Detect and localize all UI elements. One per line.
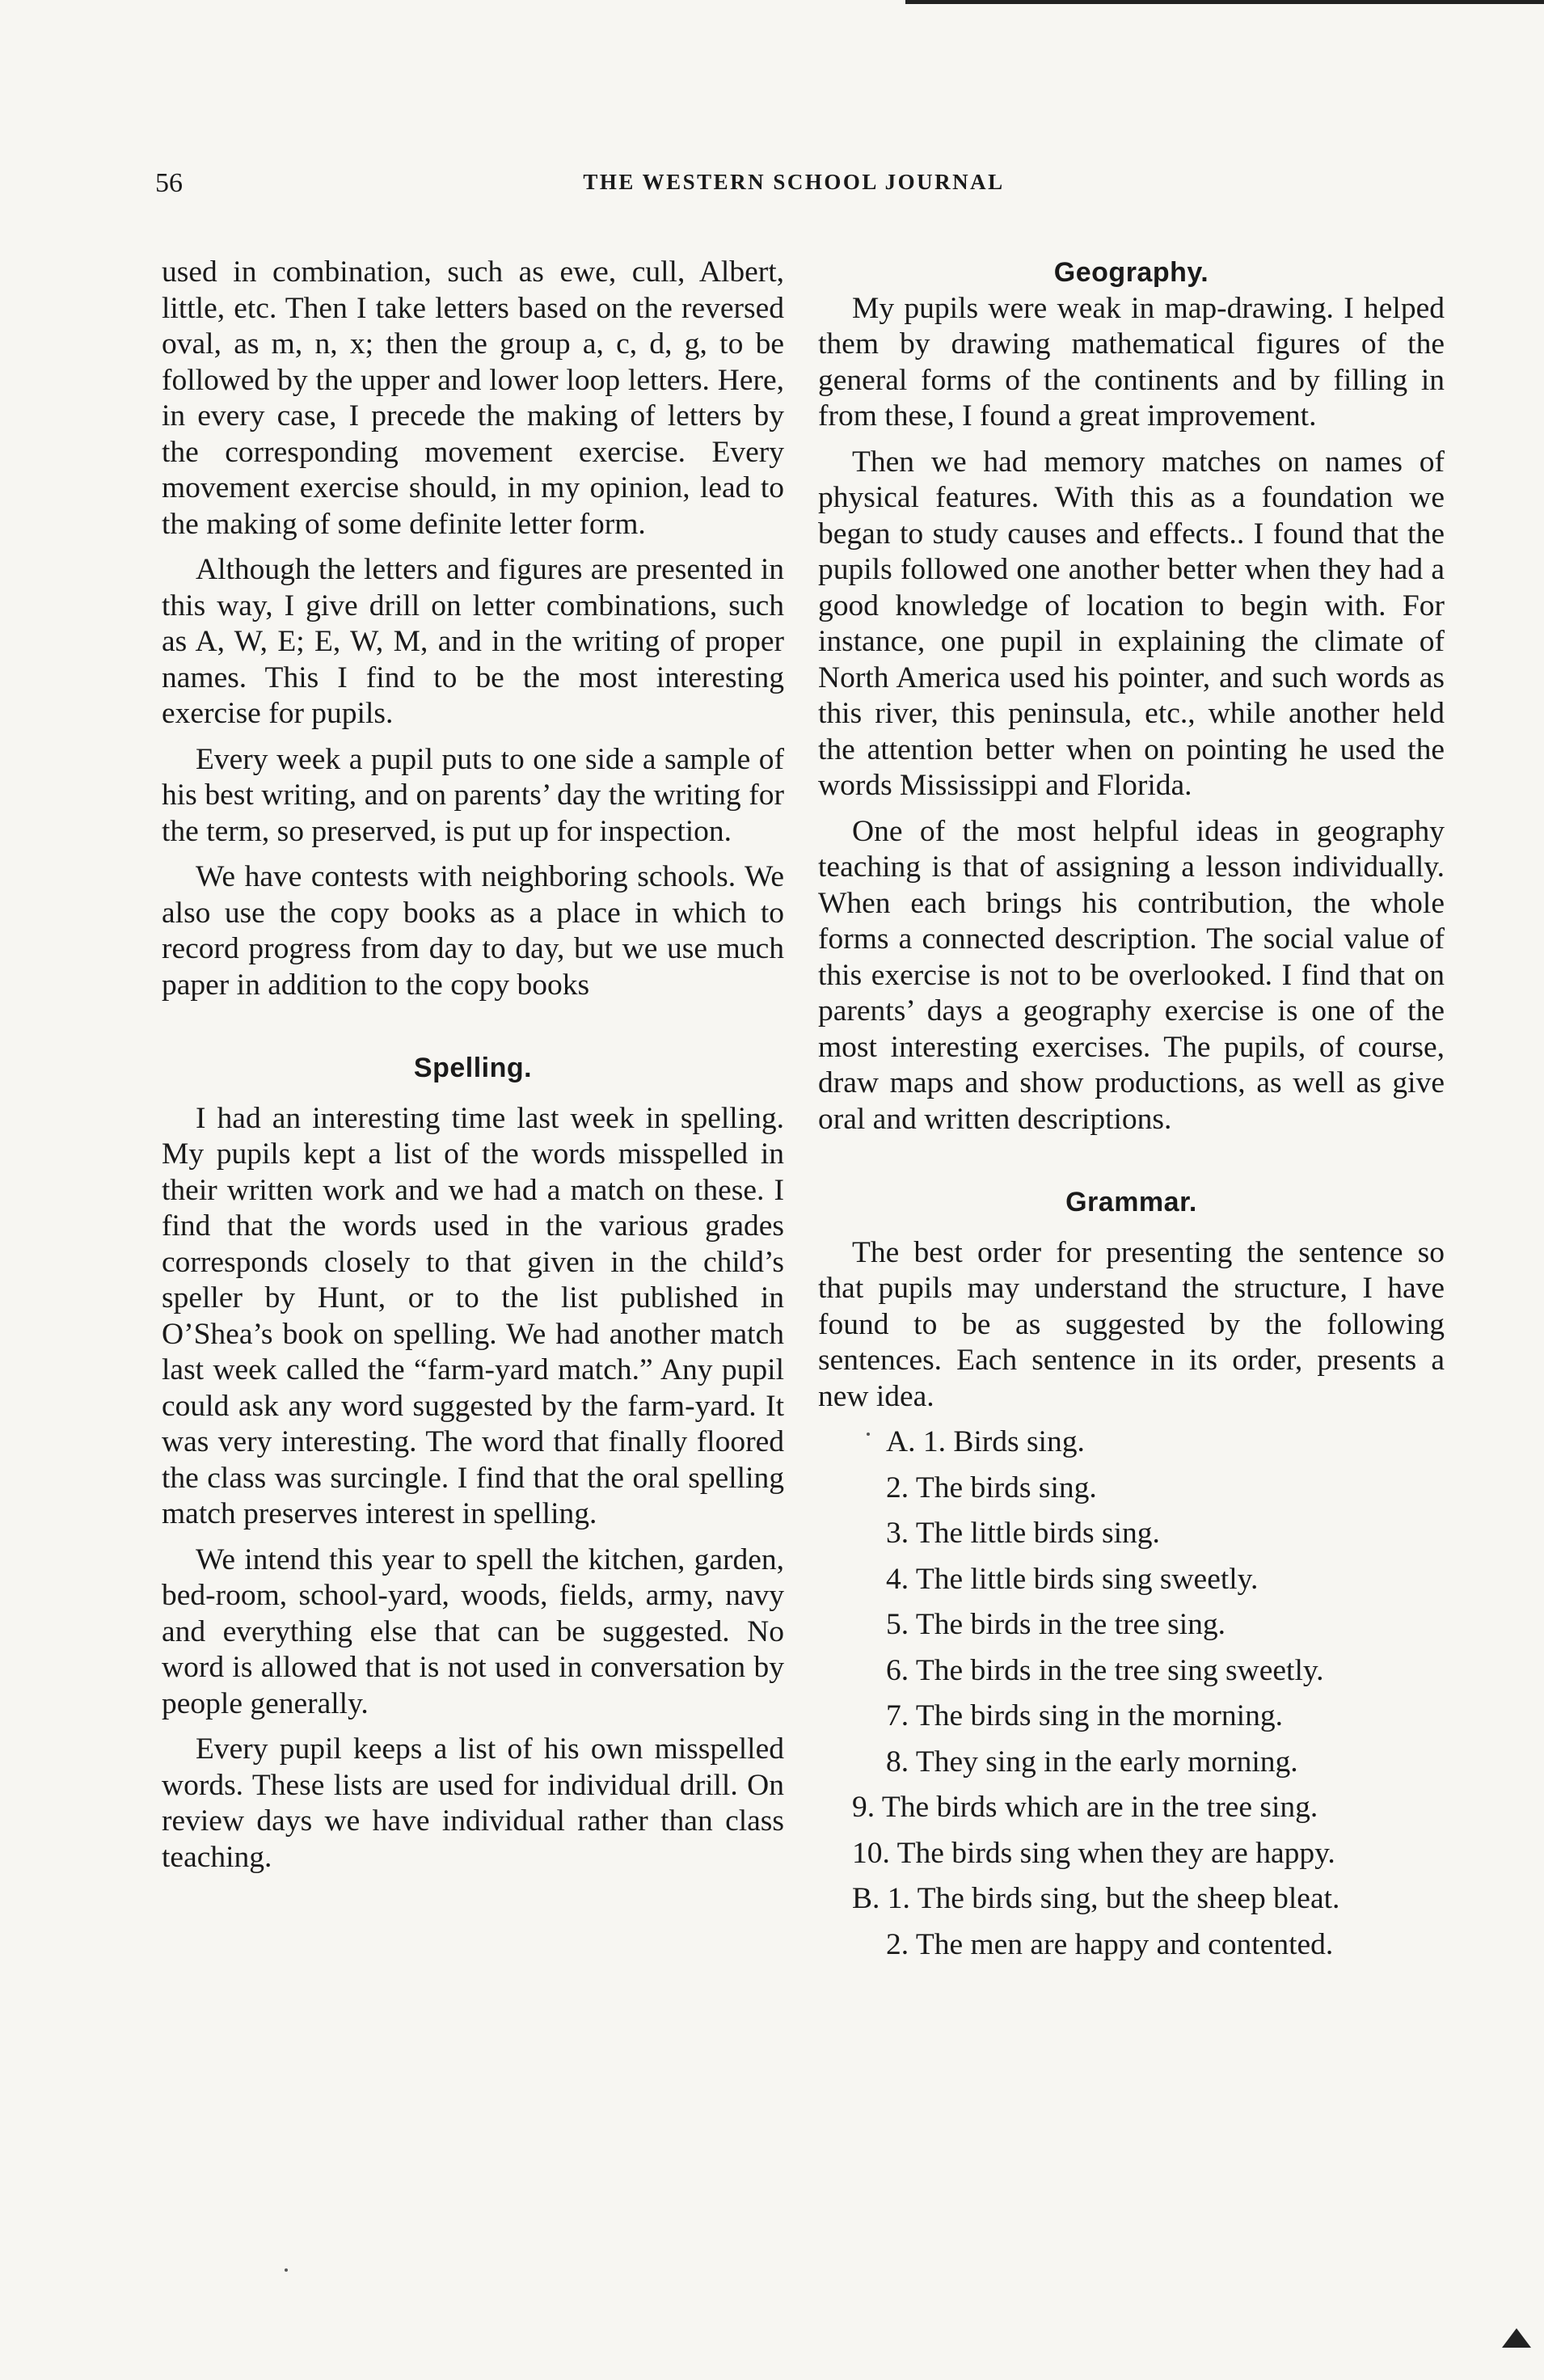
- example-sentence: 5. The birds in the tree sing.: [886, 1608, 1226, 1641]
- example-sentence: 7. The birds sing in the morning.: [886, 1699, 1283, 1732]
- top-border-rule: [905, 0, 1544, 4]
- paragraph: We intend this year to spell the kitchen, garden, bed-room, school-yard, woods, fields, army, navy and everything else that can be suggested. No word is allowed that is not used in conversation by people generally.: [162, 1542, 784, 1720]
- example-sentence: 9. The birds which are in the tree sing.: [852, 1791, 1318, 1824]
- grammar-heading: Grammar.: [1065, 1187, 1197, 1217]
- paragraph: Every pupil keeps a list of his own misspelled words. These lists are used for individual drill. On review days we have individual rather than class teaching.: [162, 1732, 784, 1874]
- paragraph: I had an interesting time last week in spelling. My pupils kept a list of the words misspelled in their written work and we had a match on these. I find that the words used in the various grades corresponds closely to that given in the child’s speller by Hunt, or to the list published in O’Shea’s book on spelling. We had another match last week called the “farm-yard match.” Any pupil could ask any word suggested by the farm-yard. It was very interesting. The word that finally floored the class was surcingle. I find that the oral spelling match preserves interest in spelling.: [162, 1101, 784, 1530]
- paragraph: The best order for presenting the sentence so that pupils may understand the structure, I have found to be as suggested by the following sentences. Each sentence in its order, presents a new idea.: [818, 1235, 1445, 1413]
- example-sentence: 2. The birds sing.: [886, 1471, 1097, 1504]
- geography-heading: Geography.: [1053, 257, 1209, 288]
- right-column: [818, 255, 1445, 1973]
- paragraph: Then we had memory matches on names of physical features. With this as a foundation we began to study causes and effects.. I found that the pupils followed one another better when they had a good knowledge of location to begin with. For instance, one pupil in explaining the climate of North America used his pointer, and such words as this river, this peninsula, etc., while another held the attention better when on pointing he used the words Mississippi and Florida.: [818, 445, 1445, 802]
- example-sentence: B. 1. The birds sing, but the sheep bleat.: [852, 1882, 1340, 1915]
- paragraph: Although the letters and figures are presented in this way, I give drill on letter combinations, such as A, W, E; E, W, M, and in the writing of proper names. This I find to be the most interesting exercise for pupils.: [162, 553, 784, 730]
- corner-arrow-icon: [1502, 2328, 1531, 2348]
- example-sentence: 4. The little birds sing sweetly.: [886, 1562, 1259, 1596]
- print-speck: [285, 2268, 288, 2272]
- example-sentence: 3. The little birds sing.: [886, 1517, 1160, 1550]
- left-column: [162, 255, 784, 1885]
- example-sentence: 8. They sing in the early morning.: [886, 1745, 1298, 1779]
- spelling-heading: Spelling.: [413, 1053, 533, 1083]
- example-sentence: 6. The birds in the tree sing sweetly.: [886, 1653, 1324, 1687]
- paragraph: One of the most helpful ideas in geography teaching is that of assigning a lesson individually. When each brings his contribution, the whole forms a connected description. The social value of this exercise is not to be overlooked. I find that on parents’ days a geography exercise is one of the most interesting exercises. The pupils, of course, draw maps and show productions, as well as give oral and written descriptions.: [818, 814, 1445, 1136]
- paragraph: My pupils were weak in map-drawing. I helped them by drawing mathematical figures of the general forms of the continents and by filling in from these, I found a great improvement.: [818, 291, 1445, 433]
- paragraph: used in combination, such as ewe, cull, Albert, little, etc. Then I take letters based on the reversed oval, as m, n, x; then the group a, c, d, g, to be followed by the upper and lower loop letters. Here, in every case, I precede the making of letters by the corresponding movement exercise. Every movement exercise should, in my opinion, lead to the making of some definite letter form.: [162, 255, 784, 541]
- page-header: [155, 168, 1432, 217]
- example-sentence: 10. The birds sing when they are happy.: [852, 1836, 1335, 1870]
- print-speck: [867, 1433, 870, 1436]
- example-sentence: 2. The men are happy and contented.: [886, 1927, 1334, 1961]
- paragraph: We have contests with neighboring schools. We also use the copy books as a place in which to record progress from day to day, but we use much paper in addition to the copy books: [162, 860, 784, 1002]
- paragraph: Every week a pupil puts to one side a sample of his best writing, and on parents’ day the writing for the term, so preserved, is put up for inspection.: [162, 742, 784, 848]
- page-number: 56: [155, 168, 183, 198]
- running-title: THE WESTERN SCHOOL JOURNAL: [583, 170, 1005, 194]
- example-sentence: A. 1. Birds sing.: [886, 1425, 1085, 1458]
